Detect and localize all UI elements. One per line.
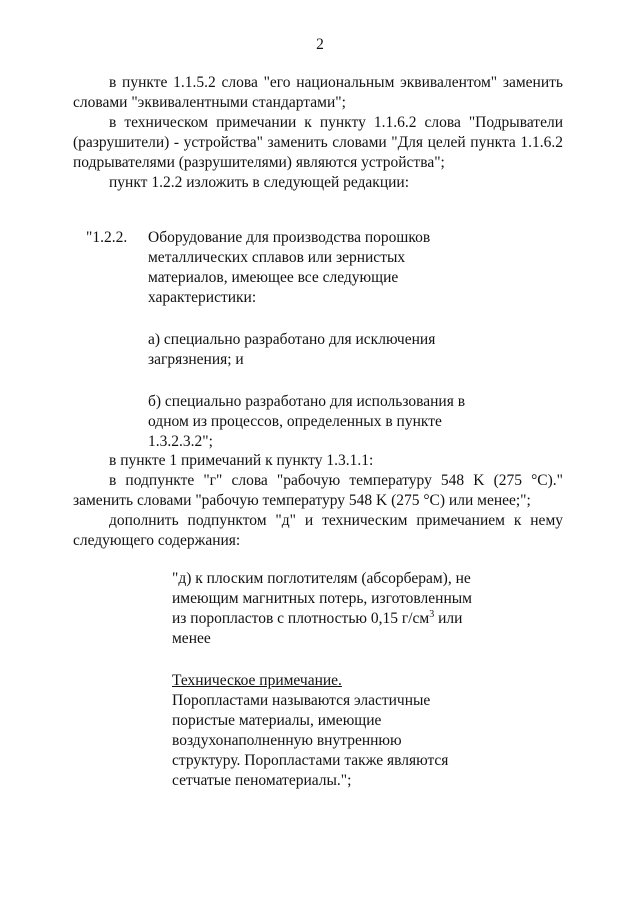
tech-note-text: Поропластами называются эластичные пористые материалы, имеющие воздухонаполненную внутреннюю структуру. Поропластами также являются сетчатые пеноматериалы."; <box>172 692 449 789</box>
paragraph-add-subpoint-d: дополнить подпунктом "д" и техническим примечанием к нему следующего содержания: <box>73 512 563 549</box>
paragraph-1-3-1-1: в пункте 1 примечаний к пункту 1.3.1.1: <box>109 452 374 469</box>
item-sub-b: б) специально разработано для использования в одном из процессов, определенных в пункте 1.3.2.3.2"; <box>148 393 466 450</box>
tech-note-heading: Техническое примечание. <box>172 672 342 689</box>
paragraph-1-2-2-intro: пункт 1.2.2 изложить в следующей редакции: <box>109 174 410 191</box>
paragraph-1-1-5-2: в пункте 1.1.5.2 слова "его национальным эквивалентом" заменить словами "эквивалентными стандартами"; <box>73 74 563 111</box>
item-number: "1.2.2. <box>86 229 128 246</box>
item-text: Оборудование для производства порошков металлических сплавов или зернистых материалов, имеющее все следующие характеристики: <box>148 229 431 306</box>
item-sub-a: а) специально разработано для исключения загрязнения; и <box>148 331 436 368</box>
quote-block <box>172 569 472 791</box>
item-body <box>148 228 468 452</box>
paragraph-subpoint-g: в подпункте "г" слова "рабочую температуру 548 K (275 °C)." заменить словами "рабочую температуру 548 K (275 °C) или менее;"; <box>73 472 563 509</box>
page-number: 2 <box>316 36 324 53</box>
superscript-3: 3 <box>429 608 435 620</box>
middle-section <box>73 451 563 551</box>
quote-text: "д) к плоским поглотителям (абсорберам), не имеющим магнитных потерь, изготовленным из поропластов с плотностью 0,15 $г/см^3$ или менее <box>172 570 472 647</box>
top-section <box>73 73 563 193</box>
paragraph-1-1-6-2: в техническом примечании к пункту 1.1.6.2 слова "Подрыватели (разрушители) - устройства" заменить словами "Для целей пункта 1.1.6.2 подрывателями (разрушителями) являются устройства"; <box>73 114 563 171</box>
